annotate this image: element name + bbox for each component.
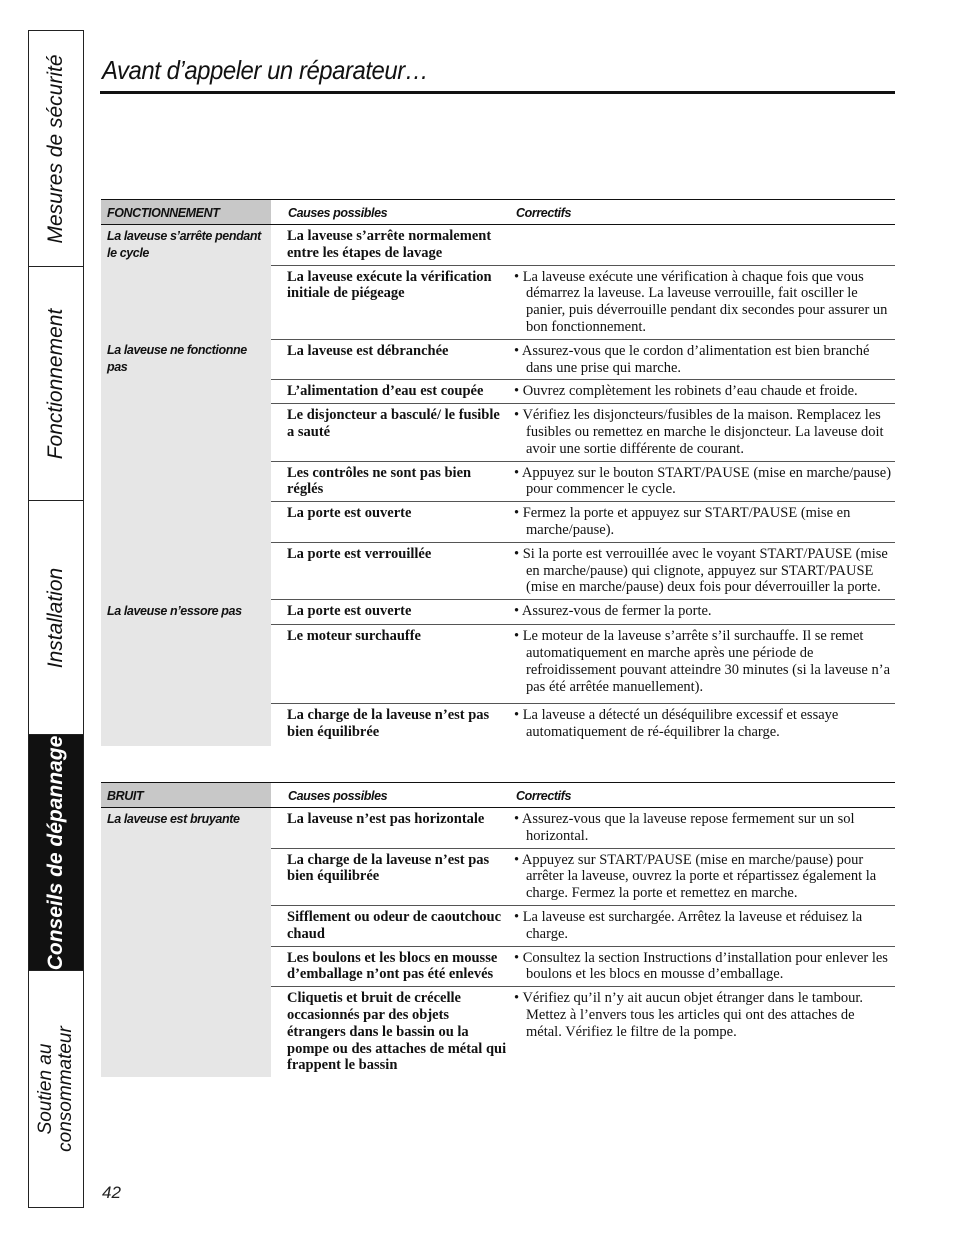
causes-header: Causes possibles [271,783,510,808]
problem-label: La laveuse s’arrête pendant le cycle [101,225,271,340]
fix-cell: • La laveuse est surchargée. Arrêtez la laveuse et réduisez la charge. [510,905,895,946]
problem-label: La laveuse ne fonctionne pas [101,339,271,599]
table-row [101,225,895,266]
cause-cell: L’alimentation d’eau est coupée [271,380,510,404]
tab-conseils-de-depannage[interactable] [29,735,83,971]
fix-cell: • La laveuse a détecté un déséquilibre excessif et essaye automatiquement de ré-équilibrer la charge. [514,706,839,740]
tab-fonctionnement[interactable] [29,267,83,501]
fix-cell: • Ouvrez complètement les robinets d’eau chaude et froide. [510,380,895,404]
fix-cell: • La laveuse exécute une vérification à chaque fois que vous démarrez la laveuse. La laveuse verrouille, fait osciller le panier, puis déverrouille pendant dix secondes pour assurer un bon fonctionnement. [510,265,895,339]
cause-cell: La porte est verrouillée [271,542,510,599]
tab-label: Installation [44,567,67,668]
cause-cell: La laveuse s’arrête normalement entre les étapes de lavage [271,225,510,266]
cause-cell: La charge de la laveuse n’est pas bien équilibrée [271,848,510,905]
cause-cell: Les boulons et les blocs en mousse d’emballage n’ont pas été enlevés [271,946,510,987]
table-row [101,339,895,380]
cause-cell: La charge de la laveuse n’est pas bien équilibrée [287,706,490,740]
fix-cell: • Vérifiez les disjoncteurs/fusibles de la maison. Remplacez les fusibles ou remettez en marche le disjoncteur. La laveuse doit avoir une sortie différente de courant. [510,404,895,461]
fix-cell: • Assurez-vous de fermer la porte. [510,600,895,625]
sidebar-nav [28,30,84,1208]
cause-cell: Les contrôles ne sont pas bien réglés [271,461,510,502]
tab-soutien-au-consommateur[interactable] [29,971,83,1207]
fixes-header: Correctifs [510,200,895,225]
category-header: FONCTIONNEMENT [101,200,271,225]
fix-cell: • Appuyez sur START/PAUSE (mise en marche/pause) pour arrêter la laveuse, ouvrez la porte et répartissez également la charge. Fermez la porte et remettez en marche. [510,848,895,905]
tab-label: Conseils de dépannage [44,735,67,970]
causes-header: Causes possibles [271,200,510,225]
fix-cell: • Le moteur de la laveuse s’arrête s’il surchauffe. Il se remet automatiquement en marche après une période de refroidissement pouvant atteindre 30 minutes (si la laveuse n’a pas été arrêtée manuellement). [510,625,895,703]
cause-cell: Sifflement ou odeur de caoutchouc chaud [271,905,510,946]
fonctionnement-table [101,199,895,746]
cause-cell: La laveuse exécute la vérification initiale de piégeage [271,265,510,339]
cause-cell: Le disjoncteur a basculé/ le fusible a sauté [271,404,510,461]
problem-label: La laveuse est bruyante [101,808,271,1078]
tab-label: Fonctionnement [44,308,67,459]
tab-installation[interactable] [29,501,83,735]
cause-cell: La laveuse est débranchée [271,339,510,380]
bruit-table [101,782,895,1077]
fix-cell: • Fermez la porte et appuyez sur START/PAUSE (mise en marche/pause). [510,502,895,543]
cause-cell: La porte est ouverte [271,502,510,543]
fix-cell: • Vérifiez qu’il n’y ait aucun objet étranger dans le tambour. Mettez à l’envers tous les articles qui ont des attaches de métal. Vérifiez le filtre de la pompe. [514,990,864,1040]
fix-cell: • Si la porte est verrouillée avec le voyant START/PAUSE (mise en marche/pause) qui clignote, appuyez sur START/PAUSE (mise en marche/pause) deux fois pour déverrouiller la porte. [510,542,895,599]
problem-label: La laveuse n’essore pas [101,600,271,746]
page-number: 42 [102,1183,121,1202]
table-row [101,600,895,625]
fix-cell: • Appuyez sur le bouton START/PAUSE (mise en marche/pause) pour commencer le cycle. [510,461,895,502]
cause-cell: La laveuse n’est pas horizontale [271,808,510,849]
page-title: Avant d’appeler un réparateur… [102,55,429,85]
cause-cell: La porte est ouverte [271,600,510,625]
category-header: BRUIT [101,783,271,808]
table-row [101,808,895,849]
tab-mesures-de-securite[interactable] [29,31,83,267]
fix-cell: • Consultez la section Instructions d’installation pour enlever les boulons et les blocs en mousse d’emballage. [510,946,895,987]
fix-cell [510,225,895,266]
table-header [101,200,895,225]
tab-label: Soutien au consommateur [35,1026,76,1152]
table-header [101,783,895,808]
fix-cell: • Assurez-vous que le cordon d’alimentation est bien branché dans une prise qui marche. [510,339,895,380]
title-divider [100,91,895,94]
cause-cell: Le moteur surchauffe [271,625,510,703]
tab-label: Mesures de sécurité [44,53,67,244]
fix-cell: • Assurez-vous que la laveuse repose fermement sur un sol horizontal. [510,808,895,849]
cause-cell: Cliquetis et bruit de crécelle occasionnés par des objets étrangers dans le bassin ou la pompe ou des attaches de métal qui frappent le bassin [287,990,507,1074]
fixes-header: Correctifs [510,783,895,808]
